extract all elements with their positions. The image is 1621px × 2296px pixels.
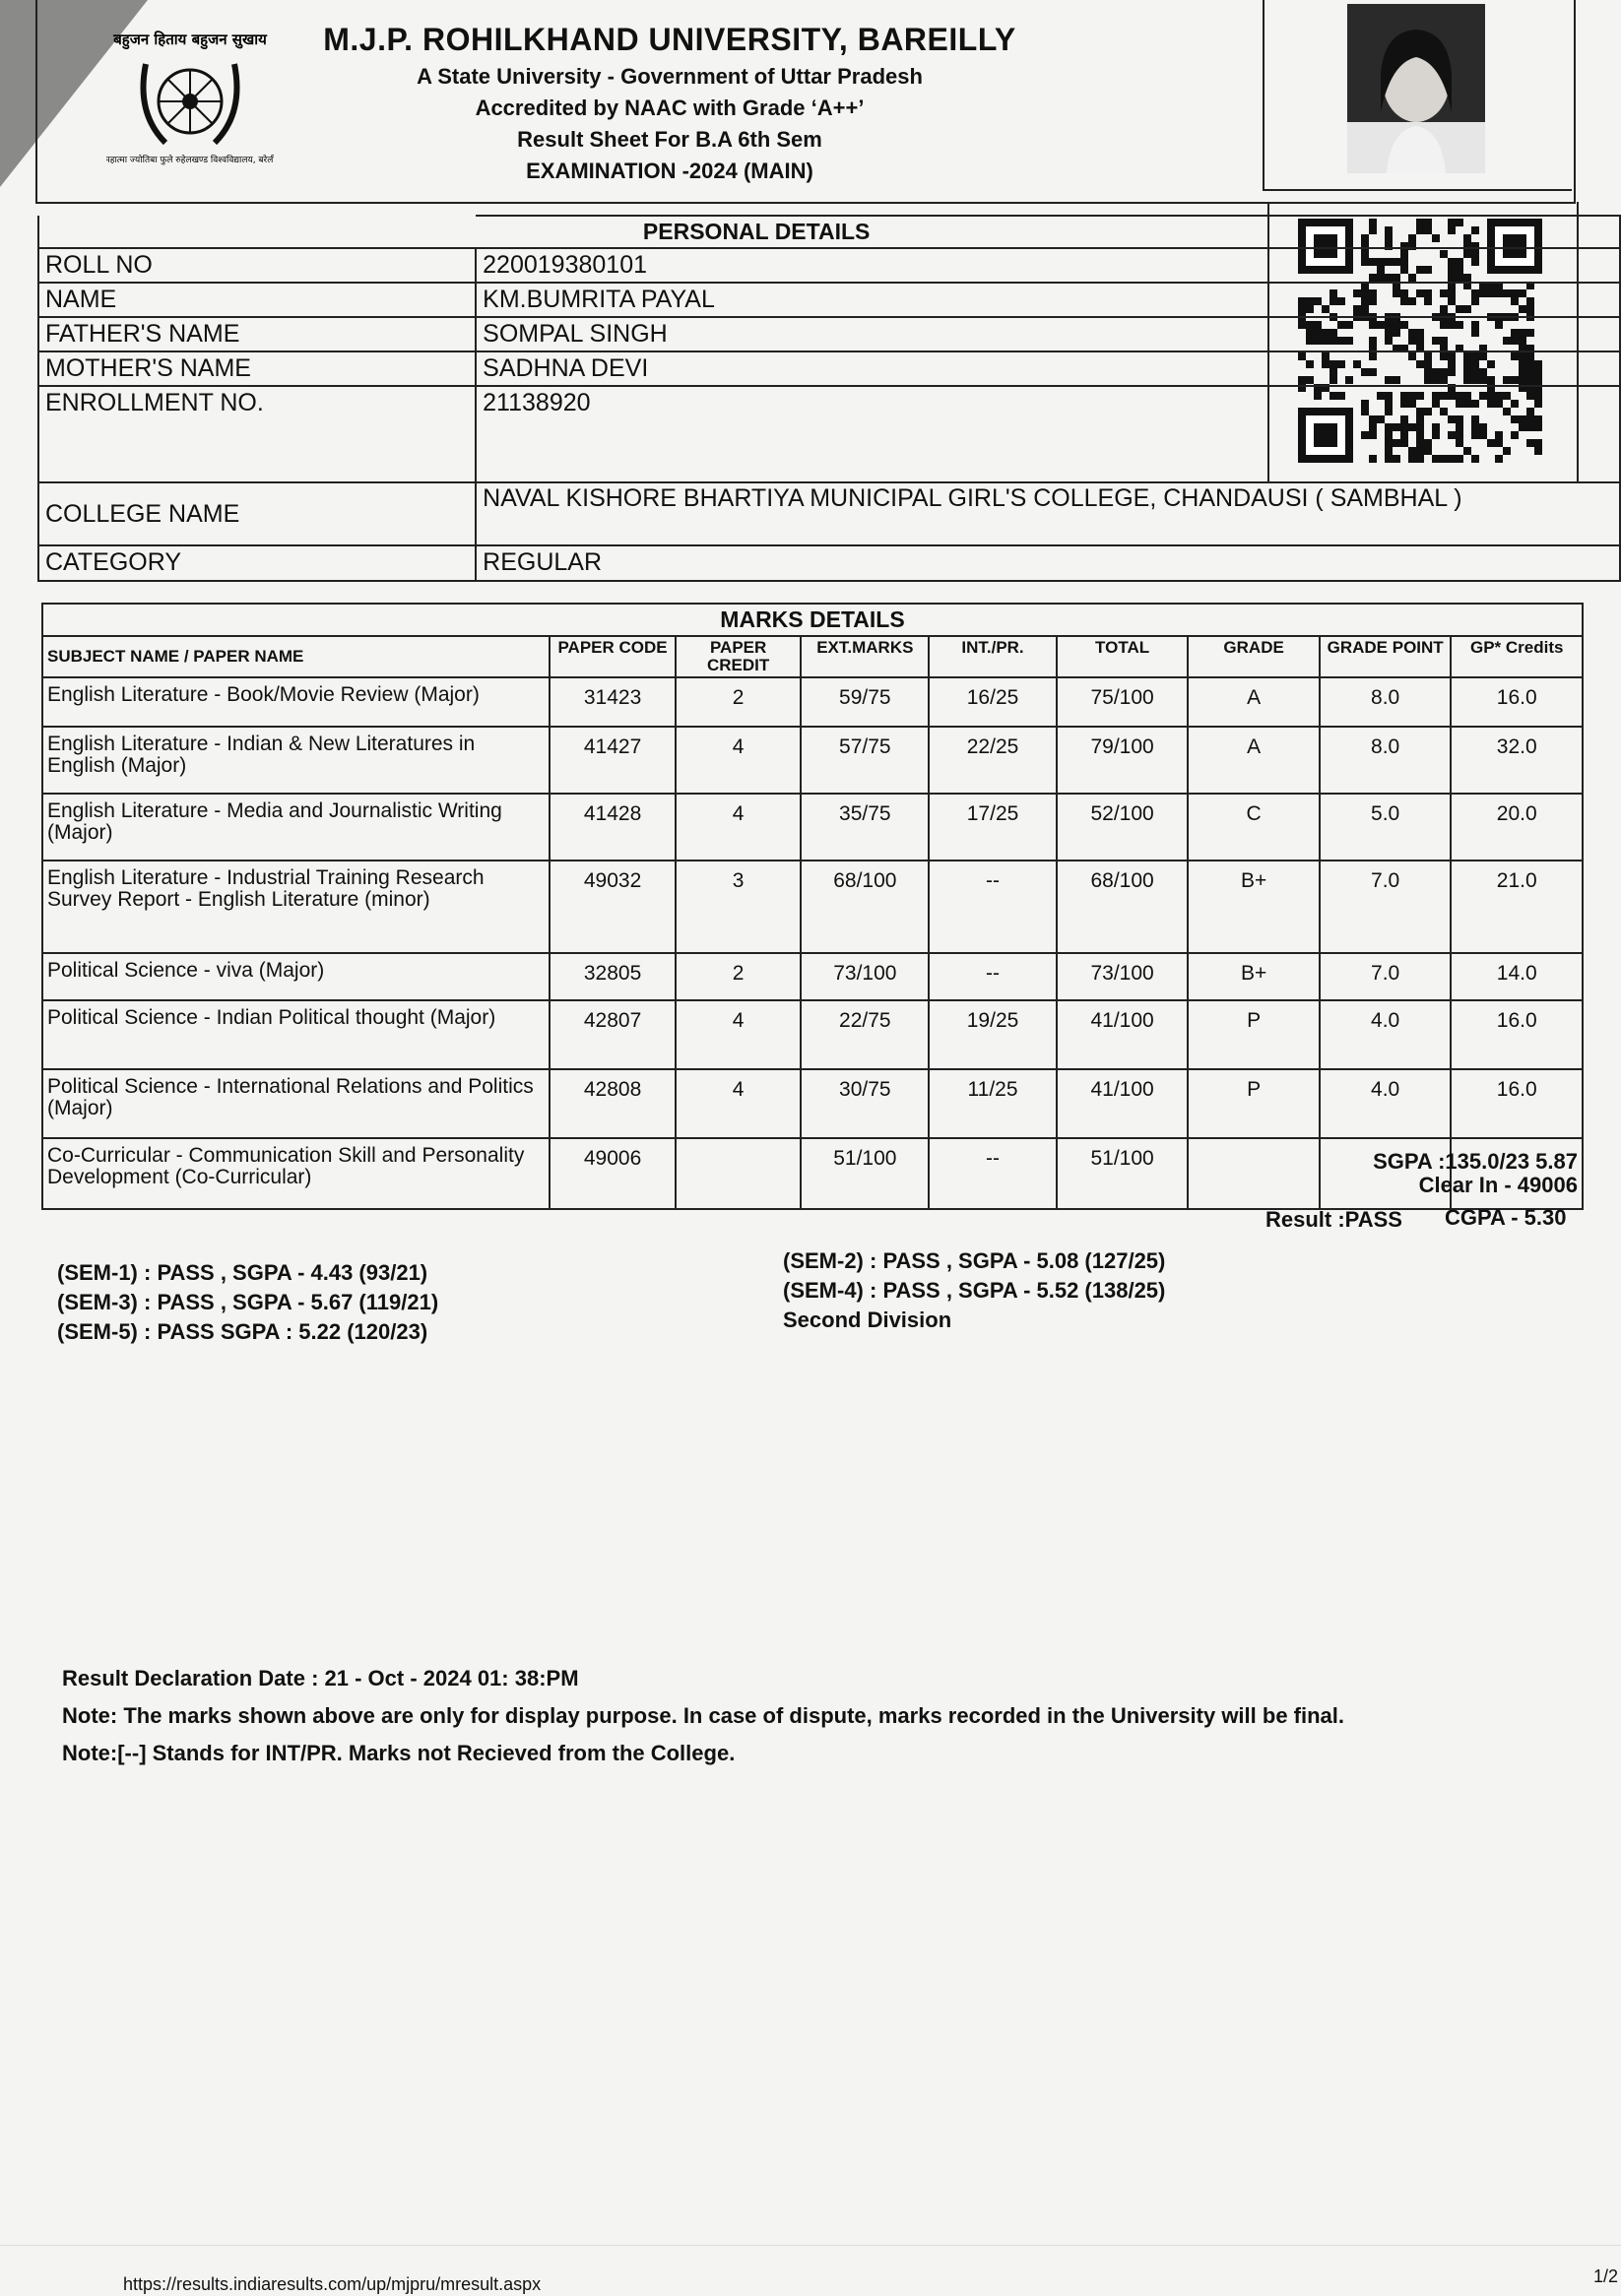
sgpa-value: SGPA :135.0/23 5.87 <box>1373 1149 1578 1174</box>
col-paper-code: PAPER CODE <box>550 636 676 677</box>
cell-subject: English Literature - Media and Journalistic Writing (Major) <box>42 794 550 861</box>
clear-in: Clear In - 49006 <box>1418 1173 1578 1197</box>
cell-subject: Political Science - viva (Major) <box>42 953 550 1000</box>
cell-total: 73/100 <box>1057 953 1189 1000</box>
marks-details-title: MARKS DETAILS <box>42 604 1583 636</box>
mother-name-row <box>38 351 1620 386</box>
cell-int-pr: 17/25 <box>929 794 1057 861</box>
cell-ext-marks: 73/100 <box>801 953 929 1000</box>
previous-semesters-left <box>57 1258 438 1347</box>
cell-grade-point: 7.0 <box>1320 953 1452 1000</box>
cell-gp-credits: 16.0 <box>1451 1069 1583 1138</box>
cell-gp-credits: 14.0 <box>1451 953 1583 1000</box>
marks-row <box>42 727 1583 794</box>
cell-paper-credit: 2 <box>676 677 802 727</box>
cell-grade: P <box>1188 1069 1320 1138</box>
cell-subject: English Literature - Industrial Training Research Survey Report - English Literature (minor) <box>42 861 550 953</box>
cell-int-pr: 22/25 <box>929 727 1057 794</box>
marks-row <box>42 953 1583 1000</box>
cell-grade: A <box>1188 677 1320 727</box>
cell-gp-credits: 16.0 <box>1451 677 1583 727</box>
cell-subject: Political Science - International Relations and Politics (Major) <box>42 1069 550 1138</box>
cell-ext-marks: 22/75 <box>801 1000 929 1069</box>
note-display-purpose: Note: The marks shown above are only for display purpose. In case of dispute, marks recorded in the University will be final. <box>62 1703 1345 1728</box>
father-name-label: FATHER'S NAME <box>38 317 476 351</box>
cell-grade-point: 5.0 <box>1320 794 1452 861</box>
sem4-result: (SEM-4) : PASS , SGPA - 5.52 (138/25) <box>783 1278 1166 1303</box>
cell-paper-code: 42807 <box>550 1000 676 1069</box>
marks-row <box>42 1000 1583 1069</box>
enrollment-label: ENROLLMENT NO. <box>38 386 476 482</box>
header-text <box>295 22 1044 184</box>
college-label: COLLEGE NAME <box>38 482 476 545</box>
cell-int-pr: 16/25 <box>929 677 1057 727</box>
university-status: A State University - Government of Uttar Pradesh <box>417 64 923 89</box>
cell-paper-credit: 4 <box>676 1000 802 1069</box>
result-status: Result :PASS <box>1265 1207 1402 1232</box>
sem2-result: (SEM-2) : PASS , SGPA - 5.08 (127/25) <box>783 1248 1166 1273</box>
cell-total: 51/100 <box>1057 1138 1189 1209</box>
source-url[interactable]: https://results.indiaresults.com/up/mjpru/mresult.aspx <box>123 2274 542 2294</box>
cell-ext-marks: 51/100 <box>801 1138 929 1209</box>
marks-row <box>42 1069 1583 1138</box>
cell-int-pr: -- <box>929 861 1057 953</box>
marks-row <box>42 1138 1583 1209</box>
cell-total: 79/100 <box>1057 727 1189 794</box>
student-photo <box>1347 4 1485 173</box>
roll-no-value: 220019380101 <box>476 248 1620 283</box>
cell-total: 68/100 <box>1057 861 1189 953</box>
cell-paper-code: 41427 <box>550 727 676 794</box>
cell-grade <box>1188 1138 1320 1209</box>
col-subject: SUBJECT NAME / PAPER NAME <box>42 636 550 677</box>
name-value: KM.BUMRITA PAYAL <box>476 283 1620 317</box>
col-int-pr: INT./PR. <box>929 636 1057 677</box>
cell-subject: English Literature - Indian & New Literatures in English (Major) <box>42 727 550 794</box>
cell-ext-marks: 30/75 <box>801 1069 929 1138</box>
marks-row <box>42 861 1583 953</box>
cell-gp-credits: 16.0 <box>1451 1000 1583 1069</box>
cell-total: 41/100 <box>1057 1000 1189 1069</box>
cell-grade-point: 8.0 <box>1320 727 1452 794</box>
enrollment-row <box>38 386 1620 482</box>
cell-paper-credit: 4 <box>676 1069 802 1138</box>
cell-grade: B+ <box>1188 861 1320 953</box>
cell-grade: B+ <box>1188 953 1320 1000</box>
note-int-pr: Note:[--] Stands for INT/PR. Marks not Recieved from the College. <box>62 1741 736 1765</box>
cell-total: 52/100 <box>1057 794 1189 861</box>
mother-name-value: SADHNA DEVI <box>476 351 1620 386</box>
roll-no-label: ROLL NO <box>38 248 476 283</box>
cell-paper-code: 32805 <box>550 953 676 1000</box>
col-paper-credit: PAPER CREDIT <box>676 636 802 677</box>
cell-int-pr: 19/25 <box>929 1000 1057 1069</box>
sem5-result: (SEM-5) : PASS SGPA : 5.22 (120/23) <box>57 1319 428 1344</box>
father-name-row <box>38 317 1620 351</box>
marks-details-table <box>41 603 1584 1210</box>
cell-paper-credit: 4 <box>676 794 802 861</box>
university-logo <box>106 25 274 182</box>
personal-details-title: PERSONAL DETAILS <box>642 219 871 244</box>
sgpa-summary <box>1373 1150 1578 1197</box>
university-name: M.J.P. ROHILKHAND UNIVERSITY, BAREILLY <box>323 22 1016 57</box>
result-sheet-title: Result Sheet For B.A 6th Sem <box>517 127 822 152</box>
cell-grade-point: 7.0 <box>1320 861 1452 953</box>
footer-divider <box>0 2245 1621 2246</box>
result-declaration-date: Result Declaration Date : 21 - Oct - 2024 01: 38:PM <box>62 1666 579 1690</box>
cell-grade-point: 4.0 <box>1320 1000 1452 1069</box>
cell-paper-code: 42808 <box>550 1069 676 1138</box>
cell-gp-credits: 21.0 <box>1451 861 1583 953</box>
col-grade: GRADE <box>1188 636 1320 677</box>
marks-header-row <box>42 636 1583 677</box>
examination-title: EXAMINATION -2024 (MAIN) <box>526 159 813 183</box>
cell-grade-point: 4.0 <box>1320 1069 1452 1138</box>
accreditation: Accredited by NAAC with Grade ‘A++’ <box>475 96 865 120</box>
col-gp-credits: GP* Credits <box>1451 636 1583 677</box>
division: Second Division <box>783 1307 952 1332</box>
cell-ext-marks: 57/75 <box>801 727 929 794</box>
cell-grade-point: 8.0 <box>1320 677 1452 727</box>
marks-row <box>42 794 1583 861</box>
cell-paper-credit: 2 <box>676 953 802 1000</box>
category-label: CATEGORY <box>38 545 476 581</box>
logo-caption: महात्मा ज्योतिबा फुले रुहेलखण्ड विश्वविद्यालय, बरेली <box>106 156 274 165</box>
col-grade-point: GRADE POINT <box>1320 636 1452 677</box>
mother-name-label: MOTHER'S NAME <box>38 351 476 386</box>
cell-grade: A <box>1188 727 1320 794</box>
cell-gp-credits: 32.0 <box>1451 727 1583 794</box>
cell-ext-marks: 59/75 <box>801 677 929 727</box>
college-row <box>38 482 1620 545</box>
col-total: TOTAL <box>1057 636 1189 677</box>
name-row <box>38 283 1620 317</box>
cell-total: 75/100 <box>1057 677 1189 727</box>
cell-paper-code: 49032 <box>550 861 676 953</box>
cell-paper-credit: 4 <box>676 727 802 794</box>
sem3-result: (SEM-3) : PASS , SGPA - 5.67 (119/21) <box>57 1290 439 1314</box>
enrollment-value: 21138920 <box>476 386 1620 482</box>
cell-subject: Political Science - Indian Political thought (Major) <box>42 1000 550 1069</box>
cell-ext-marks: 68/100 <box>801 861 929 953</box>
marks-row <box>42 677 1583 727</box>
cell-grade: C <box>1188 794 1320 861</box>
cell-gp-credits: 20.0 <box>1451 794 1583 861</box>
col-ext-marks: EXT.MARKS <box>801 636 929 677</box>
cell-total: 41/100 <box>1057 1069 1189 1138</box>
previous-semesters-right <box>783 1246 1165 1335</box>
cell-paper-code: 49006 <box>550 1138 676 1209</box>
cell-int-pr: -- <box>929 1138 1057 1209</box>
college-value: NAVAL KISHORE BHARTIYA MUNICIPAL GIRL'S COLLEGE, CHANDAUSI ( SAMBHAL ) <box>476 482 1620 545</box>
personal-details-table <box>37 215 1621 582</box>
page-number: 1/2 <box>1593 2266 1619 2286</box>
cell-paper-code: 41428 <box>550 794 676 861</box>
cell-paper-code: 31423 <box>550 677 676 727</box>
cgpa-value: CGPA - 5.30 <box>1445 1205 1567 1230</box>
cell-subject: Co-Curricular - Communication Skill and Personality Development (Co-Curricular) <box>42 1138 550 1209</box>
name-label: NAME <box>38 283 476 317</box>
cell-int-pr: -- <box>929 953 1057 1000</box>
father-name-value: SOMPAL SINGH <box>476 317 1620 351</box>
cell-grade: P <box>1188 1000 1320 1069</box>
cell-int-pr: 11/25 <box>929 1069 1057 1138</box>
cell-paper-credit: 3 <box>676 861 802 953</box>
cell-ext-marks: 35/75 <box>801 794 929 861</box>
roll-no-row <box>38 248 1620 283</box>
cell-subject: English Literature - Book/Movie Review (Major) <box>42 677 550 727</box>
logo-motto: बहुजन हिताय बहुजन सुखाय <box>113 31 267 48</box>
category-row <box>38 545 1620 581</box>
sem1-result: (SEM-1) : PASS , SGPA - 4.43 (93/21) <box>57 1260 428 1285</box>
category-value: REGULAR <box>476 545 1620 581</box>
cell-paper-credit <box>676 1138 802 1209</box>
